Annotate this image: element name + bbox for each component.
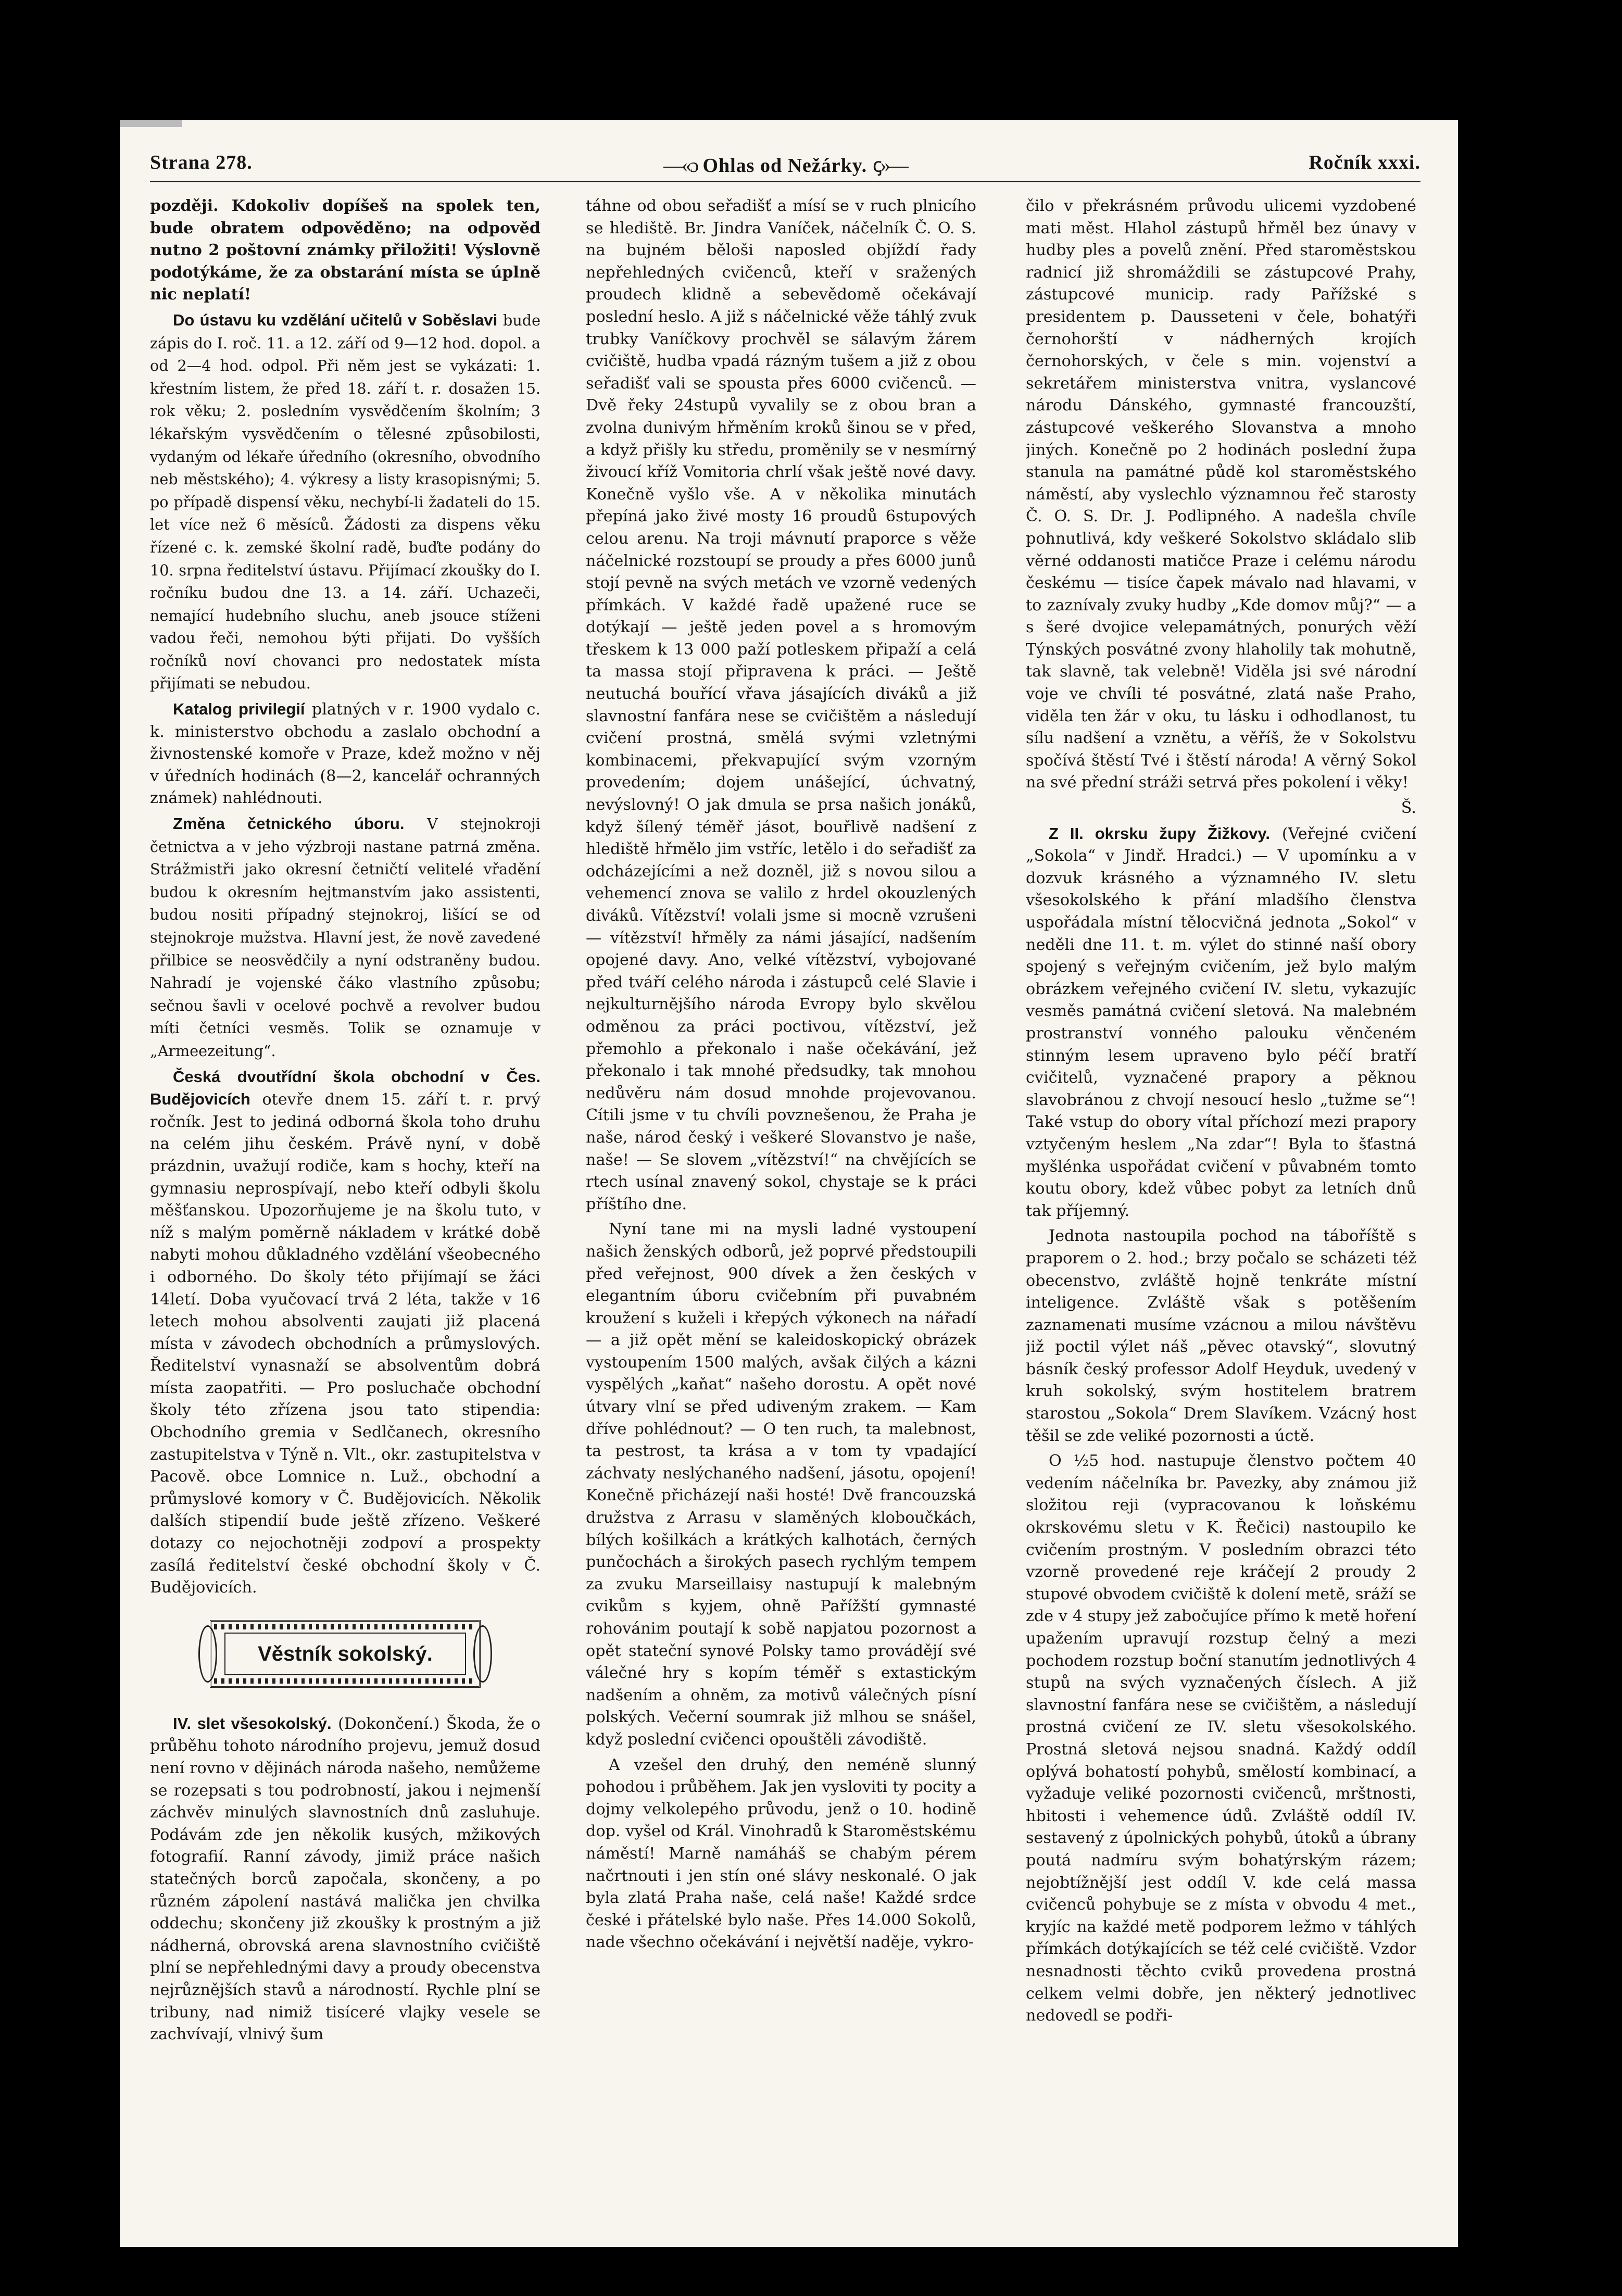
article-headline: IV. slet všesokolský. <box>173 1714 332 1733</box>
article-teacher-institute <box>150 309 540 695</box>
ornament-left-icon: —«ɔ <box>663 155 697 177</box>
article-headline: Katalog privilegií <box>173 700 305 719</box>
article-body: Jednota nastoupila pochod na táboříště s praporem o 2. hod.; brzy počalo se scházeti též obecenstvo, zvláště hojně tenkráte místní inteligence. Zvláště však s potěšením zaznamenati musíme vzácnou a milou návštěvu již poctil výlet náš „pěvec otavský“, slovutný básník český professor Adolf Heyduk, uvedený v kruh sokolský, svým hostitelem bratrem starostou „Sokola“ Drem Slavíkem. Vzácný host těšil se zde veliké pozornosti a úctě. <box>1026 1227 1416 1445</box>
article-trade-school <box>150 1066 540 1599</box>
article-zizkov-district <box>1026 823 1416 1223</box>
section-heading-frame <box>210 1620 481 1688</box>
column-right <box>1026 195 1416 2237</box>
article-headline: Do ústavu ku vzdělání učitelů v Soběslavi <box>173 310 498 329</box>
article-body: čilo v překrásném průvodu ulicemi vyzdobené mati měst. Hlahol zástupů hřměl bez únavy v hudby ples a povelů znění. Před staroměstskou radnicí již shromáždili se zástupcové Prahy, zástupcové municip. rady Pařížské s presidentem p. Dausseteni v čele, bohatýři černohorští v nádherných krojích černohorských, v čele s min. vojenství a sekretářem ministerstva vnitra, vyslancové národu Dánského, gymnasté francouzští, zástupcové veškerého Slovanstva a mnoho jiných. Konečně po 2 hodinách poslední župa stanula na památné půdě kol staroměstského náměstí, aby vyslechlo významnou řeč starosty Č. O. S. Dr. J. Podlipného. A nadešla chvíle pohnutlivá, kdy veškeré Sokolstvo skládalo slib věrné oddanosti matičce Praze i celému národu českému — tisíce čapek mávalo nad hlavami, v to zaznívaly zvuky hudby „Kde domov můj?“ — a s šeré dvojice velepamátných, ponurých věží Týnských posvátné zvony hlaholily tak mohutně, tak slavně, tak velebně! Viděla jsi své národní voje ve chvíli té posvátné, zlatá naše Praho, viděla ten žár v oku, tu lásku i odhodlanost, tu sílu nadšení a vznětu, a věříš, že v Sokolstvu spočívá štěstí Tvé i štěstí národa! A věrný Sokol na své přední stráži setrvá přes pokolení i věky! <box>1026 197 1416 792</box>
volume-number: Ročník xxxi. <box>1309 152 1420 173</box>
article-body: V stejnokroji četnictva a v jeho výzbroji nastane patrná změna. Strážmistři jako okresní četničtí velitelé vřadění budou k okresním hejtmanstvím jako assistenti, budou nositi případný stejnokroj, lišící se od stejnokroje mužstva. Hlavní jest, že nově zavedené přilbice se neosvědčily a nyní odstraněny budou. Nahradí je vojenské čáko vlastního způsobu; sečnou šavli v ocelové pochvě a revolver budou míti četníci vesměs. Tolik se oznamuje v „Armeezeitung“. <box>150 815 540 1060</box>
article-headline: Změna četnického úboru. <box>173 814 405 833</box>
scan-mark <box>120 120 182 127</box>
article-gendarmerie-uniform <box>150 813 540 1063</box>
article-headline: Z II. okrsku župy Žižkovy. <box>1049 824 1270 843</box>
article-body: (Veřejné cvičení „Sokola“ v Jindř. Hradci.) — V upomínku a v dozvuk krásného a významného IV. sletu všesokolského k přání mladšího členstva uspořádala místní tělocvičná jednota „Sokol“ v neděli dne 11. t. m. výlet do stinné naší obory spojený s veřejným cvičením, jež bylo malým obrázkem veřejného cvičení IV. sletu, vykazujíc vesměs památná cvičení sletová. Na malebném prostranství vonného palouku věnčeném stinným lesem upraveno bylo péčí bratří cvičitelů, vyznačené prapory a pěknou slavobránou z chvojí nesoucí heslo „tužme se“! Také vstup do obory vítal příchozí mezi prapory vztyčeným heslem „Na zdar“! Byla to šťastná myšlénka uspořádat cvičení v půvabném tomto koutu obory, kdež vůbec pobyt za letních dnů tak příjemný. <box>1026 824 1416 1220</box>
article-sokol-slet <box>150 1713 540 2046</box>
newspaper-title: Ohlas od Nežárky. <box>702 155 867 177</box>
ornament-right-icon: ꞔ»— <box>872 155 907 177</box>
article-body: (Dokončení.) Škoda, že o průběhu tohoto národního projevu, jemuž dosud není rovno v dějinách národa našeho, nemůžeme se rozepsati s tou podrobností, jakou i nejmenší záchvěv minulých slavnostních dnů zasluhuje. Podávám zde jen několik kusých, mžikových fotografií. Ranní závody, jimiž práce našich statečných borců započala, skončeny, a po různém zápolení nastává malička jen chvilka oddechu; skončeny již zkoušky k prostným a již nádherná, obrovská arena slavnostního cvičiště plní se nepřehlednými davy a proudy obecenstva nejrůznějších stavů a národností. Rychle plní se tribuny, nad nimiž tisíceré vlajky vesele se zachvívají, vlnivý šum <box>150 1714 540 2044</box>
article-patent-catalog <box>150 698 540 810</box>
article-continued: později. Kdokoliv dopíšeš na spolek ten, bude obratem odpověděno; na odpověď nutno 2 poštovní známky přiložiti! Výslovně podotýkáme, že za obstarání místa se úplně nic neplatí! <box>150 197 540 304</box>
article-body: otevře dnem 15. září t. r. prvý ročník. Jest to jediná odborná škola toho druhu na celém jihu českém. Právě nyní, v době prázdnin, uvažují rodiče, kam s hochy, kteří na gymnasiu neprospívají, nebo kteří odbyli školu měšťanskou. Upozorňujeme je na školu tuto, v níž s malým poměrně nákladem v krátké době nabyti mohou důkladného vzdělání všeobecného i odborného. Do školy této přijímají se žáci 14letí. Doba vyučovací trvá 2 léta, takže v 16 letech mohou absolventi zaujati již placená místa v závodech obchodních a průmyslových. Ředitelství vynasnaží se absolventům dobrá místa zaopatřiti. — Pro posluchače obchodní školy této zřízena jsou tato stipendia: Obchodního gremia v Sedlčanech, okresního zastupitelstva v Týně n. Vlt., okr. zastupitelstva v Pacově. obce Lomnice n. Luž., obchodní a průmyslové komory v Č. Budějovicích. Několik dalších stipendií bude ještě zřízeno. Veškeré dotazy co nejochotněji zodpoví a prospekty zasílá ředitelství české obchodní školy v Č. Budějovicích. <box>150 1090 540 1597</box>
article-headline: Česká dvoutřídní škola obchodní v Čes. Budějovicích <box>150 1067 540 1109</box>
article-body: platných v r. 1900 vydalo c. k. ministerstvo obchodu a zaslalo obchodní a živnostenské komoře v Praze, kdež možno v něj v úředních hodinách (8—2, kancelář ochranných známek) nahlédnouti. <box>150 700 540 808</box>
dotted-border <box>214 1678 476 1684</box>
article-body: Nyní tane mi na mysli ladné vystoupení našich ženských odborů, jež poprvé předstoupili před veřejnost, 900 dívek a žen českých v elegantním úboru cvičebním při puvabném kroužení s kuželi i křepých výkonech na nářadí — a již opět mění se kaleidoskopický obrázek vystoupením 1500 malých, avšak čilých a kázni vyspělých „kaňat“ našeho dorostu. A opět nové útvary vlní se před udiveným zrakem. — Kam dříve pohlédnout? — O ten ruch, ta malebnost, ta pestrost, ta krása a v tom ty vpadající záchvaty neslýchaného nadšení, jásotu, opojení! Konečně přicházejí naši hosté! Dvě francouzská družstva z Arrasu v slaměných kloboučkách, bílých košilkách a krátkých kalhotách, černých punčochách a širokých pasech rychlým tempem za zvuku Marseillaisy nastupují k malebným cvikům s kyjem, ohně Pařížští gymnasté rohovánim poutají k sobě napjatou pozornost a opět stateční synové Polsky tamo provádějí své válečné hry s kopím téměř s extastickým nadšením a ohněm, za motivů válečných písní polských. Večerní soumrak již mlhou se snášel, když poslední cvičenci opouštěli závodiště. <box>586 1220 976 1749</box>
dotted-border <box>214 1624 476 1629</box>
newspaper-page <box>120 120 1458 2247</box>
column-left <box>150 195 540 2237</box>
article-body: táhne od obou seřadišť a mísí se v ruch plnicího se hlediště. Br. Jindra Vaníček, náčelník Č. O. S. na bujném běloši naposled objíždí řady nepřehledných cvičenců, kteří v sražených proudech klidně a sebevědomě očekávají poslední heslo. A již s náčelnické věže táhlý zvuk trubky Vaníčkovy prochvěl se sálavým žárem cvičiště, hudba vpadá rázným tušem a již z obou seřadišť vali se spousta přes 6000 cvičenců. — Dvě řeky 24stupů vyvalily se z obou bran a zvolna dunivým hřměním kroků šinou se v před, a když přišly ku středu, proměnily se v nesmírný živoucí kříž Vomitoria chrlí však ještě nové davy. Konečně vyšlo vše. A v několika minutách přepíná jako živé mosty 16 proudů 6stupových celou arenu. Na troji mávnutí praporce s věže náčelnické rozstoupí se proudy a přes 6000 junů stojí pevně na svých metách ve vzorně vedených přímkách. V každé řadě upažené ruce se dotýkají — ještě jeden povel a s hromovým třeskem k 13 000 paží potleskem připaží a celá ta massa stojí připravena k práci. — Ještě neutuchá bouřící vřava jásajících diváků a již slavnostní fanfára nese se cvičištěm a následují cvičení prostná, smělá svými vzletnými kombinacemi, překvapující svým vzorným provedením; dojem unášející, úchvatný, nevýslovný! O jak dmula se prsa našich jonáků, když šílený téměř jásot, bouřlivě nadšení z hlediště hřmělo jim vstříc, letělo i do seřadišť za odcházejícími a než dozněl, již s novou silou a vehemencí znova se valilo z hrdel okouzlených diváků. Vítězství! volali jsme si mocně vzrušeni — vítězství! hřměly za námi jásající, nadšením opojené davy. Ano, velké vítězství, vybojované před tváří celého národa i zástupců celé Slavie i nejkulturnějšího národa Evropy bylo skvělou odměnou za práci poctivou, vítězství, jež přemohlo a překonalo i naše očekávání, jež překonalo i tak mnohé předsudky, tak mnohou nedůvěru nám dosud mnohde projevovanou. Cítili jsme v tu chvíli povznešenou, že Praha je naše, národ český i veškeré Slovanstvo je naše, naše! — Se slovem „vítězství!“ na chvějících se rtech usínal znavený sokol, chystaje se k práci příštího dne. <box>586 197 976 1213</box>
column-middle <box>586 195 976 2237</box>
article-body: bude zápis do I. roč. 11. a 12. září od 9—12 hod. dopol. a od 2—4 hod. odpol. Při něm jest se vykázati: 1. křestním listem, že před 18. září t. r. dosažen 15. rok věku; 2. posledním vysvědčením školním; 3 lékařským vysvědčením o tělesné způsobilosti, vydaným od lékaře úředního (okresního, obvodního neb městského); 4. výkresy a listy krasopisnými; 5. po případě dispensí věku, nechybí-li žadateli do 15. let více než 6 měsíců. Žádosti za dispens věku řízené c. k. zemské školní radě, buďte podány do 10. srpna ředitelství ústavu. Přijímací zkoušky do I. ročníku budou dne 13. a 14. září. Uchazeči, nemající hudebního sluchu, aneb jsouce stíženi vadou řeči, nemohou býti přijati. Do vyšších ročníků noví chovanci pro nedostatek místa přijímati se nebudou. <box>150 311 540 693</box>
section-heading: Věstník sokolský. <box>224 1633 466 1675</box>
running-title <box>150 151 1420 178</box>
article-body: A vzešel den druhý, den neméně slunný pohodou i průběhem. Jak jen vysloviti ty pocity a dojmy velkolepého průvodu, jenž o 10. hodině dop. vyšel od Král. Vinohradů k Staroměstskému náměstí! Marně namáháš se chabým pérem načrtnouti i jen stín oné slávy neskonalé. O jak byla zlatá Praha naše, celá naše! Každé srdce české i přátelské bylo naše. Přes 14.000 Sokolů, nade všechno očekávání i největší naděje, vykro- <box>586 1755 976 1952</box>
page-number: Strana 278. <box>150 152 253 173</box>
author-signature: Š. <box>1401 799 1416 818</box>
article-body: O ½5 hod. nastupuje členstvo počtem 40 vedením náčelníka br. Pavezky, aby známou již složitou reji (vypracovanou k loňskému okrskovému sletu v K. Řečici) nastoupilo ke cvičením prostným. V posledním obrazci této vzorně provedené reje kráčejí 2 proudy 2 stupové obvodem cvičiště k dolení metě, sráží se zde v 4 stupy jež zabočujíce přímo k metě hoření upažením upravují rozstup čelný a mezi pochodem rozstup boční stanutím jednotlivých 4 stupů na svých vyznačených číslech. A již slavnostní fanfára nese se cvičištěm, a následují prostná cvičení ze IV. sletu všesokolského. Prostná sletová nejsou snadná. Každý oddíl oplývá bohatostí pohybů, smělostí kombinací, a vyžaduje veliké pozornosti cvičenců, mrštnosti, hbitosti i vehemence údů. Zvláště oddíl IV. sestavený z úpolnických pohybů, útoků a úbrany poutá nadmíru svým bohatýrským rázem; nejobtížnější jest oddíl V. kde celá massa cvičenců pohybuje se z místa v obvodu 4 met., kryjíc na každé metě podporem ležmo v táhlých přímkách dotýkajících se též celé cvičiště. Vzdor nesnadnosti těchto cviků provedena prostná celkem velmi dobře, jen některý jednotlivec nedovedl se podři- <box>1026 1452 1416 2025</box>
page-header <box>150 151 1420 181</box>
header-rule <box>150 181 1420 182</box>
